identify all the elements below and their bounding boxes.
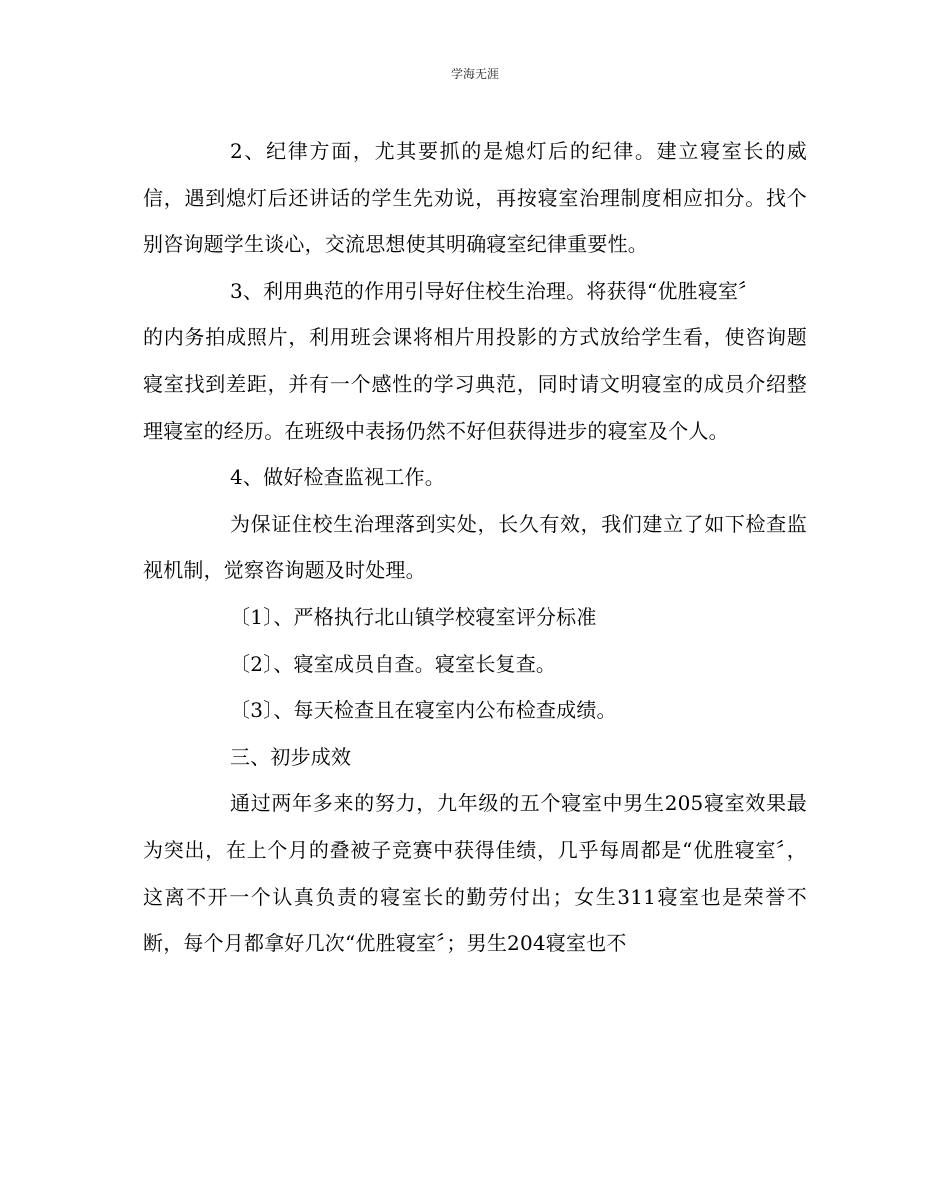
paragraph-inspection-mechanism: 为保证住校生治理落到实处，长久有效，我们建立了如下检查监视机制，觉察咨询题及时处理。	[143, 511, 807, 583]
list-item: 〔3〕、每天检查且在寝室内公布检查成绩。	[230, 698, 617, 723]
paragraph-discipline: 2、纪律方面，尤其要抓的是熄灯后的纪律。建立寝室长的威信，遇到熄灯后还讲话的学生先劝说，再按寝室治理制度相应扣分。找个别咨询题学生谈心，交流思想使其明确寝室纪律重要性。	[143, 139, 807, 257]
page-header: 学海无涯	[450, 67, 499, 81]
paragraph-inspection-heading: 4、做好检查监视工作。	[230, 465, 445, 490]
paragraph-results: 通过两年多来的努力，九年级的五个寝室中男生205寝室效果最为突出，在上个月的叠被子竞赛中获得佳绩，几乎每周都是“优胜寝室〞，这离不开一个认真负责的寝室长的勤劳付出；女生311寝室也是荣誉不断，每个月都拿好几次“优胜寝室〞；男生204寝室也不	[143, 791, 807, 956]
section-heading-results: 三、初步成效	[230, 744, 352, 769]
list-item: 〔1〕、严格执行北山镇学校寝室评分标准	[230, 604, 597, 629]
document-body	[143, 128, 807, 967]
paragraph-model-intro: 3、利用典范的作用引导好住校生治理。将获得“优胜寝室〞	[230, 278, 759, 303]
list-item: 〔2〕、寝室成员自查。寝室长复查。	[230, 651, 557, 676]
paragraph-model-detail: 的内务拍成照片，利用班会课将相片用投影的方式放给学生看，使咨询题寝室找到差距，并有一个感性的学习典范，同时请文明寝室的成员介绍整理寝室的经历。在班级中表扬仍然不好但获得进步的寝室及个人。	[143, 325, 807, 443]
